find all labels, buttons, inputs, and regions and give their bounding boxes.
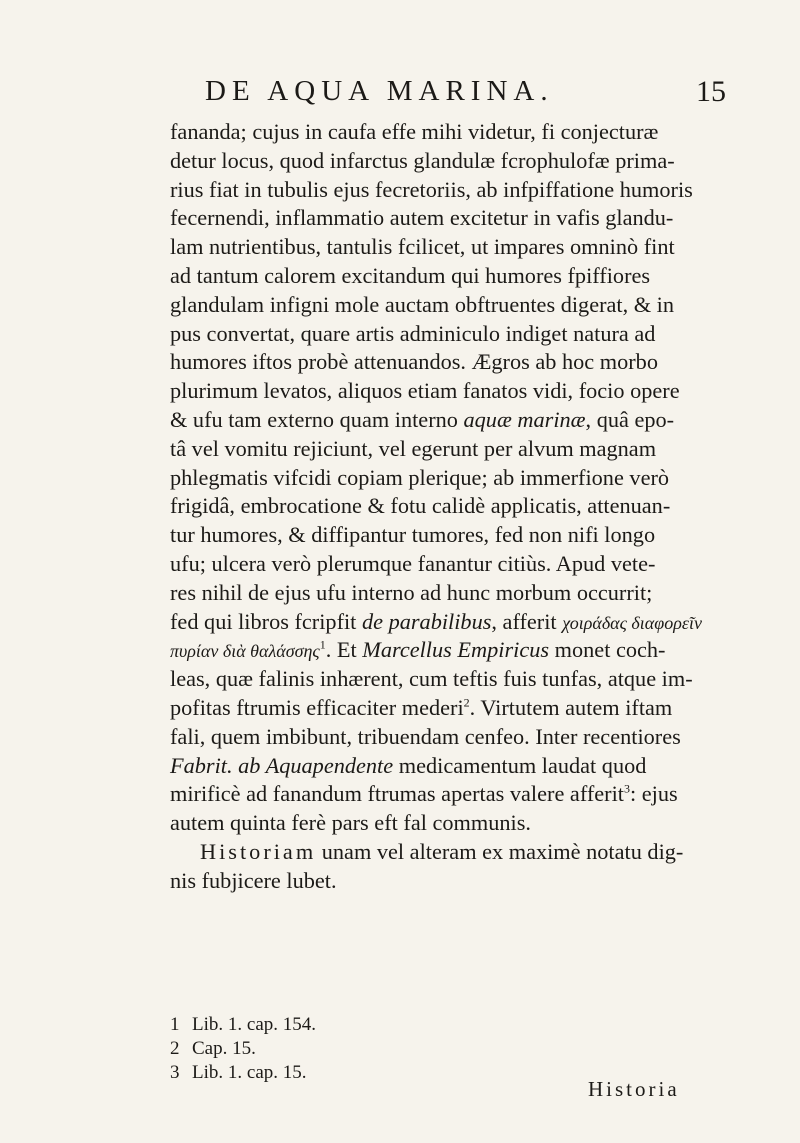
text-line: res nihil de ejus ufu interno ad hunc morbum occurrit; [170, 579, 653, 605]
text-line [170, 694, 702, 723]
footnote-number: 2 [170, 1038, 180, 1059]
greek-quote: χοιράδας διαφορεῖν [562, 612, 702, 633]
text-run: unam vel alteram ex maximè notatu dig- [316, 838, 684, 864]
catchword: Historia [588, 1077, 680, 1101]
text-run: , quâ epo- [585, 406, 675, 432]
italic-name: Marcellus Empiricus [362, 637, 550, 663]
text-run: . Virtutem autem iftam [469, 694, 673, 720]
text-line: pus convertat, quare artis adminiculo indiget natura ad [170, 320, 656, 346]
page-number: 15 [696, 75, 726, 108]
text-line [170, 636, 702, 665]
text-line [170, 838, 702, 867]
text-line [170, 780, 702, 809]
text-line: phlegmatis vifcidi copiam plerique; ab immerfione verò [170, 464, 670, 490]
text-line [170, 406, 702, 435]
text-line: rius fiat in tubulis ejus fecretoriis, ab infpiffatione humoris [170, 176, 693, 202]
footnote-ref: 2 [463, 695, 470, 710]
text-line: leas, quæ falinis inhærent, cum teftis fuis tunfas, atque im- [170, 666, 693, 692]
text-line: glandulam infigni mole auctam obftruentes digerat, & in [170, 291, 675, 317]
footnote-number: 1 [170, 1014, 180, 1035]
footnote-text: Lib. 1. cap. 15. [192, 1062, 307, 1083]
text-run: pofitas ftrumis efficaciter mederi [170, 694, 464, 720]
italic-name: Fabrit. ab Aquapendente [170, 752, 394, 778]
footnote-text: Lib. 1. cap. 154. [192, 1014, 317, 1035]
text-line: humores iftos probè attenuandos. Ægros ab hoc morbo [170, 349, 658, 375]
running-title: DE AQUA MARINA. [205, 75, 554, 107]
text-line: fecernendi, inflammatio autem excitetur in vafis glandu- [170, 205, 674, 231]
italic-term: aquæ marinæ [463, 406, 586, 432]
text-line: plurimum levatos, aliquos etiam fanatos vidi, focio opere [170, 378, 680, 404]
text-line: detur locus, quod infarctus glandulæ fcrophulofæ prima- [170, 147, 675, 173]
small-caps-word: Historiam [200, 838, 317, 864]
text-run: . Et [325, 637, 363, 663]
text-run: : ejus [629, 781, 678, 807]
greek-quote: πυρίαν διὰ θαλάσσης [170, 641, 320, 662]
footnote-text: Cap. 15. [192, 1038, 256, 1059]
footnote [170, 1037, 316, 1061]
text-run: mirificè ad fanandum ftrumas apertas valere afferit [170, 781, 624, 807]
text-run: monet coch- [549, 637, 666, 663]
footnote [170, 1061, 316, 1085]
italic-title: de parabilibus [361, 608, 492, 634]
footnote [170, 1013, 316, 1037]
text-line: ad tantum calorem excitandum qui humores fpiffiores [170, 262, 651, 288]
text-run: medicamentum laudat quod [393, 752, 647, 778]
text-run: & ufu tam externo quam interno [170, 406, 464, 432]
footnote-ref: 3 [623, 781, 630, 796]
text-line: fananda; cujus in caufa effe mihi videtur, fi conjecturæ [170, 119, 659, 144]
text-run: fed qui libros fcripfit [170, 608, 362, 634]
footnote-ref: 1 [319, 637, 326, 652]
footnotes [170, 1013, 316, 1085]
text-line [170, 608, 702, 637]
footnote-number: 3 [170, 1062, 180, 1083]
text-line: ufu; ulcera verò plerumque fanantur citiùs. Apud vete- [170, 550, 656, 576]
text-line: tur humores, & diffipantur tumores, fed non nifi longo [170, 522, 656, 548]
text-line: lam nutrientibus, tantulis fcilicet, ut impares omninò fint [170, 234, 675, 260]
text-run: , afferit [491, 608, 563, 634]
text-line: autem quinta ferè pars eft fal communis. [170, 810, 531, 836]
body-text [170, 118, 702, 896]
text-line: fali, quem imbibunt, tribuendam cenfeo. Inter recentiores [170, 723, 681, 749]
text-line [170, 752, 702, 781]
text-line: frigidâ, embrocatione & fotu calidè applicatis, attenuan- [170, 493, 671, 519]
text-line: tâ vel vomitu rejiciunt, vel egerunt per alvum magnam [170, 435, 657, 461]
text-line: nis fubjicere lubet. [170, 867, 337, 893]
